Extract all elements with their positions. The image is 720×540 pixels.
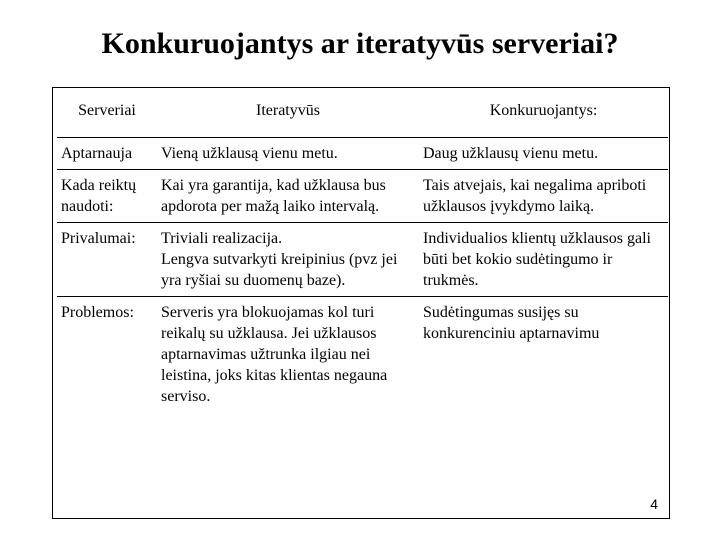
- comparison-table: [57, 90, 668, 412]
- concurrent-cell-text: Daug užklausų vienu metu.: [423, 144, 599, 162]
- row-label-cell: Kada reiktų naudoti:: [61, 176, 137, 215]
- row-label-cell: Aptarnauja: [61, 144, 133, 162]
- table-row: [57, 169, 668, 222]
- table-row: [57, 137, 668, 169]
- concurrent-cell-text: Tais atvejais, kai negalima apriboti užklausos įvykdymo laiką.: [423, 176, 647, 215]
- header-cell-concurrent: Konkuruojantys:: [489, 102, 598, 119]
- iterative-cell-text: Triviali realizacija.: [161, 229, 283, 247]
- iterative-cell: [157, 296, 419, 412]
- iterative-cell: [157, 222, 419, 296]
- iterative-cell-text: Serveris yra blokuojamas kol turi reikalų su užklausa. Jei užklausos aptarnavimas užtrunka ilgiau nei leistina, joks kitas klientas negauna serviso.: [161, 303, 388, 405]
- concurrent-cell: [419, 169, 668, 222]
- table-row: [57, 222, 668, 296]
- row-label-cell: Privalumai:: [61, 229, 136, 247]
- concurrent-cell: [419, 296, 668, 412]
- page-number: 4: [650, 496, 658, 512]
- iterative-cell: [157, 137, 419, 169]
- slide-title: Konkuruojantys ar iteratyvūs serveriai?: [101, 27, 619, 60]
- iterative-cell-text: Lengva sutvarkyti kreipinius (pvz jei yra ryšiai su duomenų baze).: [161, 250, 398, 289]
- table-header-row: [57, 90, 668, 137]
- iterative-cell-text: Vieną užklausą vienu metu.: [161, 144, 338, 162]
- row-label-cell: Problemos:: [61, 303, 134, 321]
- iterative-cell-text: Kai yra garantija, kad užklausa bus apdorota per mažą laiko intervalą.: [161, 176, 386, 215]
- concurrent-cell-text: Sudėtingumas susijęs su konkurenciniu aptarnavimu: [423, 303, 600, 342]
- iterative-cell: [157, 169, 419, 222]
- table-row: [57, 296, 668, 412]
- concurrent-cell: [419, 222, 668, 296]
- concurrent-cell: [419, 137, 668, 169]
- concurrent-cell-text: Individualios klientų užklausos gali būti bet kokio sudėtingumo ir trukmės.: [423, 229, 651, 289]
- header-cell-servers: Serveriai: [78, 102, 136, 119]
- header-cell-iterative: Iteratyvūs: [256, 102, 320, 119]
